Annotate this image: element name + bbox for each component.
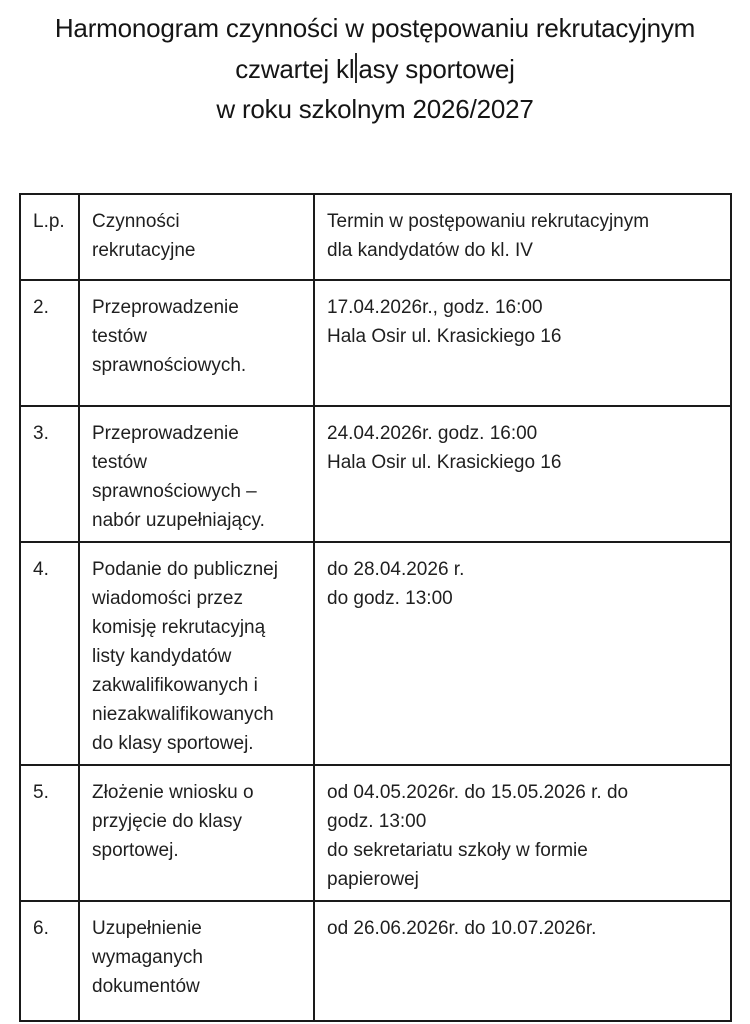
row-number-cell[interactable]: 3. [20, 406, 79, 542]
term-cell[interactable]: 17.04.2026r., godz. 16:00 Hala Osir ul. Krasickiego 16 [314, 280, 731, 406]
document-title [0, 8, 750, 129]
recruitment-schedule-table [19, 193, 732, 1022]
header-cell-lp[interactable]: L.p. [20, 194, 79, 280]
activity-cell[interactable]: Złożenie wniosku o przyjęcie do klasy sportowej. [79, 765, 314, 901]
table-row [20, 280, 731, 406]
activity-cell[interactable]: Uzupełnienie wymaganych dokumentów [79, 901, 314, 1021]
term-cell[interactable]: 24.04.2026r. godz. 16:00 Hala Osir ul. Krasickiego 16 [314, 406, 731, 542]
title-line-2-before-cursor: czwartej kl [235, 54, 355, 84]
title-line-3[interactable]: w roku szkolnym 2026/2027 [216, 94, 534, 124]
row-number-cell[interactable]: 6. [20, 901, 79, 1021]
row-number-cell[interactable]: 4. [20, 542, 79, 765]
text-cursor-caret [355, 53, 357, 83]
row-number-cell[interactable]: 2. [20, 280, 79, 406]
table-header-row [20, 194, 731, 280]
term-cell[interactable]: od 26.06.2026r. do 10.07.2026r. [314, 901, 731, 1021]
term-cell[interactable]: do 28.04.2026 r. do godz. 13:00 [314, 542, 731, 765]
table-row [20, 406, 731, 542]
table-row [20, 542, 731, 765]
header-cell-term[interactable]: Termin w postępowaniu rekrutacyjnym dla kandydatów do kl. IV [314, 194, 731, 280]
activity-cell[interactable]: Przeprowadzenie testów sprawnościowych. [79, 280, 314, 406]
activity-cell[interactable]: Podanie do publicznej wiadomości przez komisję rekrutacyjną listy kandydatów zakwalifikowanych i niezakwalifikowanych do klasy sportowej. [79, 542, 314, 765]
term-cell[interactable]: od 04.05.2026r. do 15.05.2026 r. do godz. 13:00 do sekretariatu szkoły w formie papierowej [314, 765, 731, 901]
title-line-1[interactable]: Harmonogram czynności w postępowaniu rekrutacyjnym [54, 13, 696, 43]
title-line-2-after-cursor: asy sportowej [358, 54, 515, 84]
table-row [20, 901, 731, 1021]
table-row [20, 765, 731, 901]
title-line-2[interactable] [0, 48, 750, 89]
header-cell-activities[interactable]: Czynności rekrutacyjne [79, 194, 314, 280]
activity-cell[interactable]: Przeprowadzenie testów sprawnościowych – nabór uzupełniający. [79, 406, 314, 542]
row-number-cell[interactable]: 5. [20, 765, 79, 901]
